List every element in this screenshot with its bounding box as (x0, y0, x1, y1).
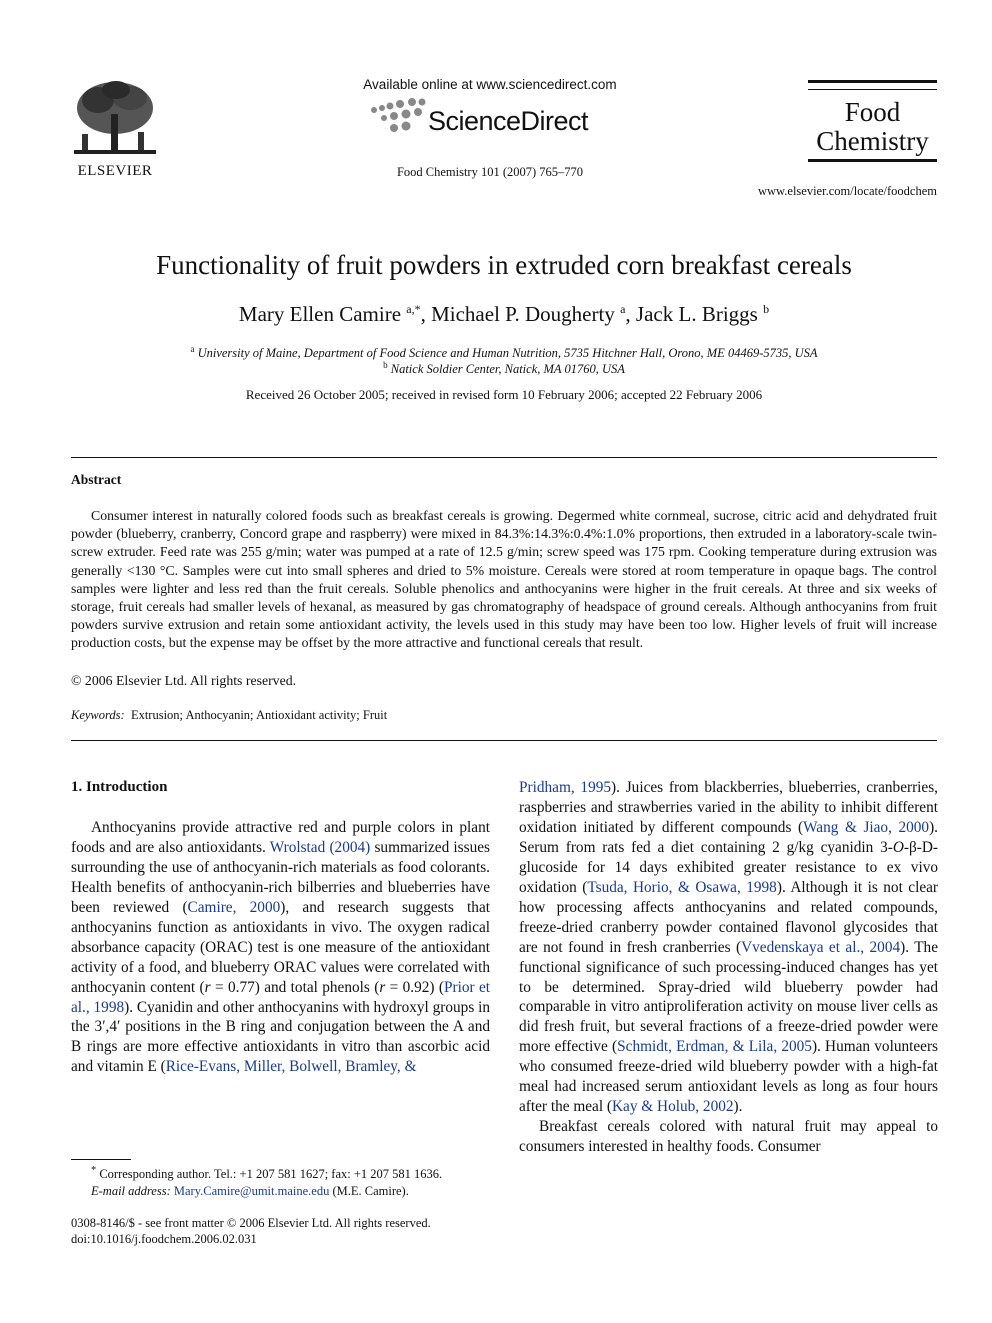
citation-link[interactable]: Kay & Holub, 2002 (612, 1098, 734, 1116)
email-suffix: (M.E. Camire). (332, 1184, 409, 1199)
abstract-body: Consumer interest in naturally colored foods such as breakfast cereals is growing. Degermed white cornmeal, sucrose, citric acid and dehydrated fruit powder (blueberry, cranberry, Concord grape and raspberry) were mixed in 84.3%:14.3%:0.4%:1.0% proportions, then extruded in a laboratory-scale twin-screw extruder. Feed rate was 255 g/min; water was pumped at a rate of 12.5 g/min; screw speed was 175 rpm. Cooking temperature during extrusion was generally <130 °C. Samples were cut into small spheres and dried to 5% moisture. Cereals were stored at room temperature in opaque bags. The control samples were lighter and less red than the fruit cereals. Soluble phenolics and anthocyanins were higher in the fruit cereals. At three and six weeks of storage, fruit cereals had smaller levels of hexanal, as measured by gas chromatography of headspace of ground cereals. Although anthocyanins from fruit powders survive extrusion and retain some antioxidant activity, the levels used in this study may have been too low. Higher levels of fruit will increase production costs, but the expense may be offset by the more attractive and functional cereals that result. (71, 508, 937, 651)
citation-link[interactable]: Camire, 2000 (187, 898, 281, 916)
italic-text: r (204, 978, 211, 996)
abstract-rule-top (71, 457, 937, 458)
journal-rule-top (808, 80, 937, 83)
footer-issn: 0308-8146/$ - see front matter © 2006 Elsevier Ltd. All rights reserved. (71, 1216, 431, 1230)
section-heading: 1. Introduction (71, 779, 168, 795)
author-affil-mark: b (763, 302, 770, 316)
paragraph-text: Anthocyanins provide attractive red and purple colors in plant foods and are also antioxidants. (71, 818, 490, 856)
footnote-email (71, 1183, 490, 1200)
paragraph-text: summarized issues surrounding the use of anthocyanin-rich materials as food colorants. Health benefits of anthocyanin-rich bilberries and blueberries have been reviewed ( (71, 838, 490, 916)
citation-link[interactable]: Wang & Jiao, 2000 (803, 818, 930, 836)
paragraph-text: = 0.77) and total phenols ( (210, 978, 380, 996)
paragraph-text: ). (733, 1098, 743, 1116)
affiliation-text: University of Maine, Department of Food Science and Human Nutrition, 5735 Hitchner Hall, Orono, ME 04469-5735, USA (197, 346, 818, 361)
body-paragraph (519, 778, 938, 1117)
author-name[interactable]: Michael P. Dougherty (431, 302, 615, 326)
publisher-name: ELSEVIER (77, 163, 153, 179)
journal-rule-bottom (808, 159, 937, 162)
paragraph-text: ). Human volunteers who consumed freeze-dried wild blueberry powder with a high-fat meal had increased serum antioxidant levels as long as four hours after the meal ( (519, 1038, 938, 1116)
affiliation-a (0, 344, 992, 361)
citation-link[interactable]: Vvedenskaya et al., 2004 (741, 938, 901, 956)
left-column (71, 778, 490, 1077)
paragraph-text: ). Although it is not clear how processing affects anthocyanins and related compounds, freeze-dried cranberry powder contained flavonol glycosides that are not found in fresh cranberries ( (519, 878, 939, 956)
citation-link[interactable]: Tsuda, Horio, & Osawa, 1998 (587, 878, 777, 896)
journal-reference: Food Chemistry 101 (2007) 765–770 (396, 165, 584, 179)
affiliation-mark: a (190, 344, 195, 354)
paragraph-text: ). Juices from blackberries, blueberries, cranberries, raspberries and strawberries varied in the ability to inhibit different oxidation initiated by different compounds ( (519, 779, 938, 836)
footnote-text: Corresponding author. Tel.: +1 207 581 1627; fax: +1 207 581 1636. (99, 1167, 443, 1182)
affiliation-mark: b (383, 360, 388, 370)
journal-url-link[interactable]: www.elsevier.com/locate/foodchem (758, 184, 937, 198)
abstract-heading: Abstract (71, 472, 122, 487)
right-column (519, 778, 938, 1157)
journal-name-line2: Chemistry (816, 126, 929, 156)
footnote-rule (71, 1159, 131, 1160)
keywords (71, 708, 387, 723)
author-name[interactable]: Jack L. Briggs (635, 302, 758, 326)
footnote-corresponding (71, 1162, 490, 1183)
paragraph-text: = 0.92) ( (385, 978, 444, 996)
citation-link[interactable]: Schmidt, Erdman, & Lila, 2005 (617, 1038, 812, 1056)
affiliation-b (0, 360, 992, 377)
available-online-text[interactable]: Available online at www.sciencedirect.com (363, 77, 617, 92)
keywords-list: Extrusion; Anthocyanin; Antioxidant activity; Fruit (130, 708, 388, 722)
paragraph-text: ). Cyanidin and other anthocyanins with hydroxyl groups in the 3′,4′ positions in the B ring and conjugation between the A and B rings are more effective antioxidants in vitro than ascorbic acid and vitamin E ( (71, 998, 491, 1076)
keywords-label: Keywords: (71, 708, 125, 722)
footnote-mark: * (91, 1165, 97, 1176)
italic-text: r (379, 978, 386, 996)
sciencedirect-dots-icon (370, 98, 430, 138)
italic-text: O (892, 838, 904, 856)
body-paragraph: Breakfast cereals colored with natural fruit may appeal to consumers interested in healthy foods. Consumer (519, 1118, 938, 1156)
footnote (71, 1162, 490, 1200)
abstract-rule-bottom (71, 740, 937, 741)
author-list (0, 302, 992, 327)
received-dates: Received 26 October 2005; received in revised form 10 February 2006; accepted 22 February 2006 (245, 387, 763, 402)
author-affil-mark: a,* (406, 302, 421, 316)
body-paragraph (71, 818, 490, 1077)
sciencedirect-wordmark: ScienceDirect (428, 106, 589, 136)
citation-link[interactable]: Pridham, 1995 (519, 779, 612, 796)
paragraph-text: ). Serum from rats fed a diet containing 2 g/kg cyanidin 3- (519, 818, 938, 856)
paragraph-text: -β-D-glucoside for 14 days exhibited greater resistance to ex vivo oxidation ( (519, 838, 938, 896)
footer-doi[interactable]: doi:10.1016/j.foodchem.2006.02.031 (71, 1232, 257, 1246)
affiliation-text: Natick Soldier Center, Natick, MA 01760, USA (390, 362, 625, 377)
email-link[interactable]: Mary.Camire@umit.maine.edu (173, 1184, 330, 1199)
author-name[interactable]: Mary Ellen Camire (238, 302, 402, 326)
author-separator: , (625, 302, 636, 326)
citation-link[interactable]: Wrolstad (2004) (269, 838, 371, 856)
paragraph-text: ). The functional significance of such processing-induced changes has yet to be determined. Spray-dried wild blueberry powder had comparable in vitro antiproliferation activity on mouse liver cells as did fresh fruit, but several fractions of a freeze-dried powder were more effective ( (519, 938, 938, 1056)
author-separator: , (420, 302, 432, 326)
abstract-copyright: © 2006 Elsevier Ltd. All rights reserved. (71, 673, 297, 688)
citation-link[interactable]: Rice-Evans, Miller, Bolwell, Bramley, & (165, 1058, 417, 1076)
citation-link[interactable]: Prior et al., 1998 (71, 978, 490, 1016)
author-affil-mark: a (620, 302, 626, 316)
journal-rule-thin (808, 89, 937, 90)
email-label: E-mail address: (91, 1184, 171, 1199)
journal-name-line1: Food (844, 97, 901, 127)
journal-name (808, 98, 937, 156)
paragraph-text: ), and research suggests that anthocyanins function as antioxidants in vivo. The oxygen radical absorbance capacity (ORAC) test is one measure of the antioxidant activity of a food, and blueberry ORAC values were correlated with anthocyanin content ( (71, 898, 490, 996)
paper-title: Functionality of fruit powders in extruded corn breakfast cereals (156, 250, 852, 280)
